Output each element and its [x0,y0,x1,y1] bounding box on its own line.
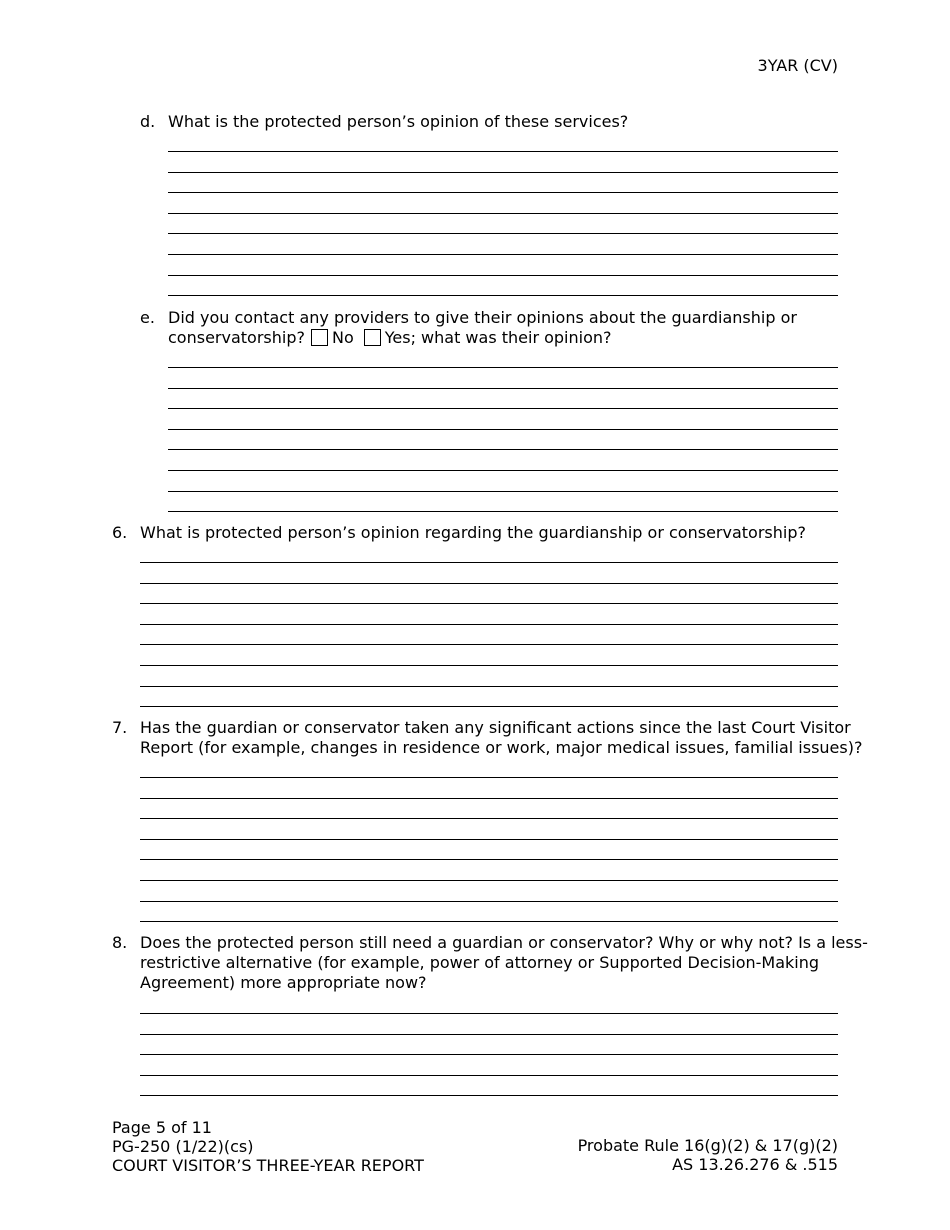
question-7-line2: Report (for example, changes in residence or work, major medical issues, familial issues)? [140,738,863,757]
answer-line[interactable] [168,275,838,276]
answer-line[interactable] [140,921,838,922]
answer-line[interactable] [140,901,838,902]
answer-line[interactable] [168,491,838,492]
question-6-label: 6. [112,523,128,542]
answer-line[interactable] [140,1034,838,1035]
answer-line[interactable] [140,665,838,666]
answer-line[interactable] [140,686,838,687]
form-number: PG-250 (1/22)(cs) [112,1137,254,1156]
form-title: COURT VISITOR’S THREE-YEAR REPORT [112,1156,424,1175]
answer-line[interactable] [168,470,838,471]
answer-line[interactable] [168,233,838,234]
answer-line[interactable] [168,172,838,173]
question-8-line1: Does the protected person still need a guardian or conservator? Why or why not? Is a less- [140,933,868,952]
answer-line[interactable] [140,777,838,778]
no-checkbox[interactable] [311,329,328,346]
footer-right [578,1136,838,1174]
question-7-text [140,718,862,758]
answer-line[interactable] [168,408,838,409]
question-d-label: d. [140,112,156,131]
page-number: Page 5 of 11 [112,1118,212,1137]
answer-line[interactable] [140,839,838,840]
answer-line[interactable] [140,583,838,584]
yes-option-label: Yes; what was their opinion? [384,328,612,347]
question-7-label: 7. [112,718,128,737]
question-8-answer-lines[interactable] [140,1013,838,1096]
question-e-line1: Did you contact any providers to give their opinions about the guardianship or [168,308,797,327]
answer-line[interactable] [140,603,838,604]
answer-line[interactable] [140,1095,838,1096]
question-8-text [140,933,868,993]
answer-line[interactable] [168,388,838,389]
answer-line[interactable] [168,151,838,152]
question-e-line2 [168,328,797,348]
form-code: 3YAR (CV) [757,56,838,75]
answer-line[interactable] [140,798,838,799]
answer-line[interactable] [168,429,838,430]
answer-line[interactable] [140,644,838,645]
statute-reference: AS 13.26.276 & .515 [672,1155,838,1174]
question-7-answer-lines[interactable] [140,777,838,922]
answer-line[interactable] [168,511,838,512]
answer-line[interactable] [168,254,838,255]
answer-line[interactable] [168,192,838,193]
question-6-text: What is protected person’s opinion regarding the guardianship or conservatorship? [140,523,806,542]
question-8-label: 8. [112,933,128,952]
answer-line[interactable] [140,562,838,563]
question-e-label: e. [140,308,155,327]
question-e-line2-prefix: conservatorship? [168,328,305,347]
answer-line[interactable] [140,1075,838,1076]
question-6-answer-lines[interactable] [140,562,838,707]
yes-checkbox[interactable] [364,329,381,346]
answer-line[interactable] [140,624,838,625]
answer-line[interactable] [168,367,838,368]
answer-line[interactable] [168,449,838,450]
answer-line[interactable] [140,1054,838,1055]
answer-line[interactable] [140,706,838,707]
question-d-answer-lines[interactable] [168,151,838,296]
no-option-label: No [331,328,354,347]
answer-line[interactable] [140,818,838,819]
question-e-text [168,308,797,348]
answer-line[interactable] [140,880,838,881]
question-8-line3: Agreement) more appropriate now? [140,973,427,992]
answer-line[interactable] [168,295,838,296]
answer-line[interactable] [168,213,838,214]
question-8-line2: restrictive alternative (for example, power of attorney or Supported Decision-Making [140,953,820,972]
probate-rule: Probate Rule 16(g)(2) & 17(g)(2) [577,1136,838,1155]
answer-line[interactable] [140,859,838,860]
question-d-text: What is the protected person’s opinion of these services? [168,112,629,131]
footer-left [112,1118,424,1175]
answer-line[interactable] [140,1013,838,1014]
question-7-line1: Has the guardian or conservator taken any significant actions since the last Court Visitor [140,718,851,737]
question-e-answer-lines[interactable] [168,367,838,512]
